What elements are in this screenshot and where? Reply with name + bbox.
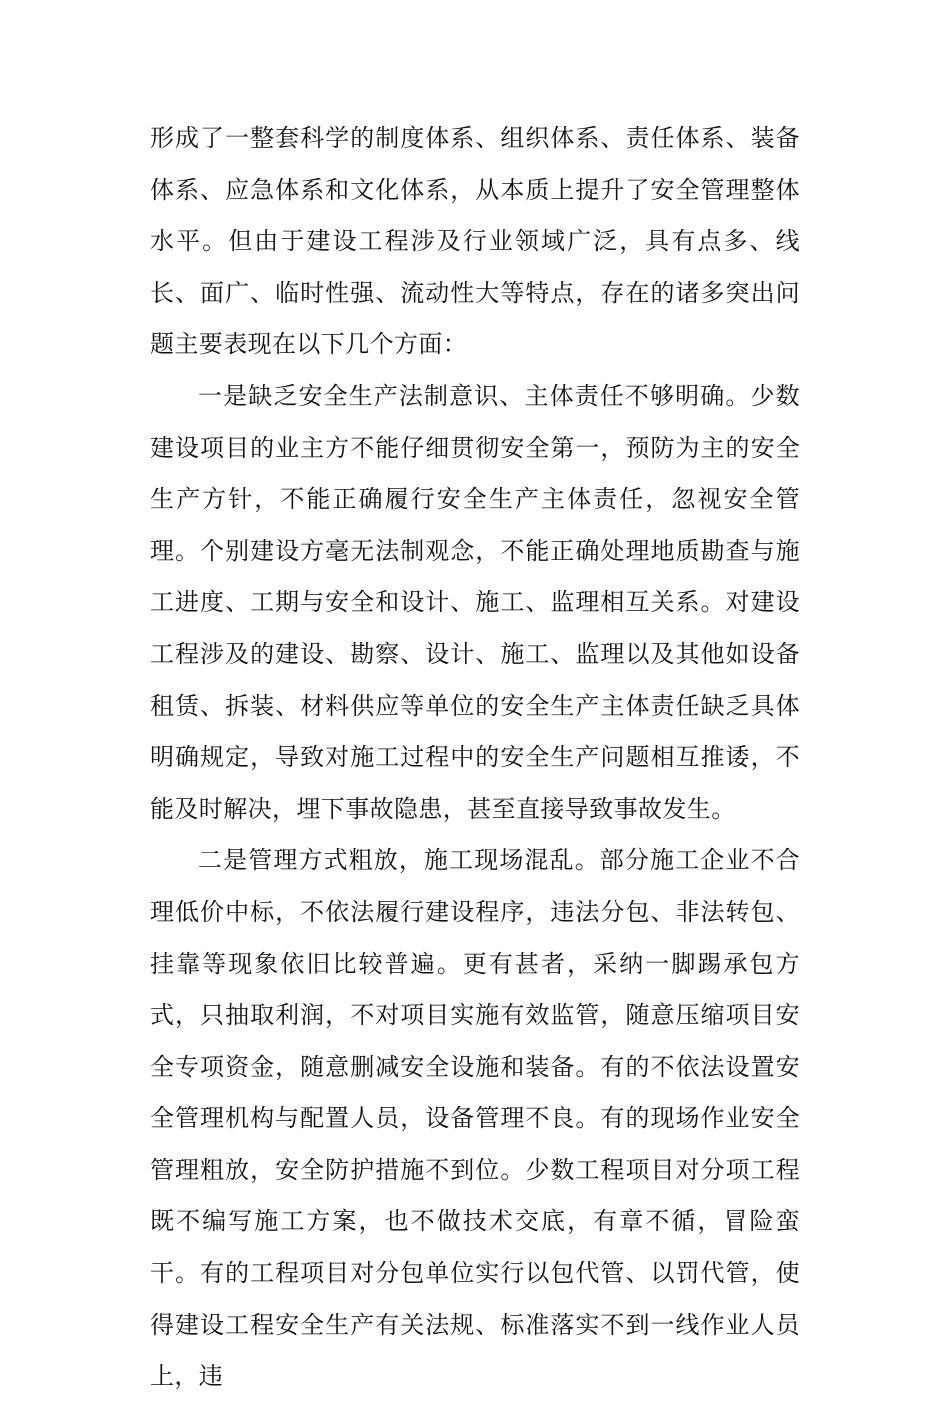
paragraph-point-two: 二是管理方式粗放，施工现场混乱。部分施工企业不合理低价中标，不依法履行建设程序，违法分包、非法转包、挂靠等现象依旧比较普遍。更有甚者，采纳一脚踢承包方式，只抽取利润，不对项目实施有效监管，随意压缩项目安全专项资金，随意删减安全设施和装备。有的不依法设置安全管理机构与配置人员，设备管理不良。有的现场作业安全管理粗放，安全防护措施不到位。少数工程项目对分项工程既不编写施工方案，也不做技术交底，有章不循，冒险蛮干。有的工程项目对分包单位实行以包代管、以罚代管，使得建设工程安全生产有关法规、标准落实不到一线作业人员上，违 [150, 846, 800, 1391]
paragraph-point-one: 一是缺乏安全生产法制意识、主体责任不够明确。少数建设项目的业主方不能仔细贯彻安全第一，预防为主的安全生产方针，不能正确履行安全生产主体责任，忽视安全管理。个别建设方毫无法制观念，不能正确处理地质勘查与施工进度、工期与安全和设计、施工、监理相互关系。对建设工程涉及的建设、勘察、设计、施工、监理以及其他如设备租赁、拆装、材料供应等单位的安全生产主体责任缺乏具体明确规定，导致对施工过程中的安全生产问题相互推诿，不能及时解决，埋下事故隐患，甚至直接导致事故发生。 [150, 381, 800, 823]
body-text [150, 113, 800, 1403]
paragraph-intro: 形成了一整套科学的制度体系、组织体系、责任体系、装备体系、应急体系和文化体系，从本质上提升了安全管理整体水平。但由于建设工程涉及行业领域广泛，具有点多、线长、面广、临时性强、流动性大等特点，存在的诸多突出问题主要表现在以下几个方面： [150, 124, 800, 359]
